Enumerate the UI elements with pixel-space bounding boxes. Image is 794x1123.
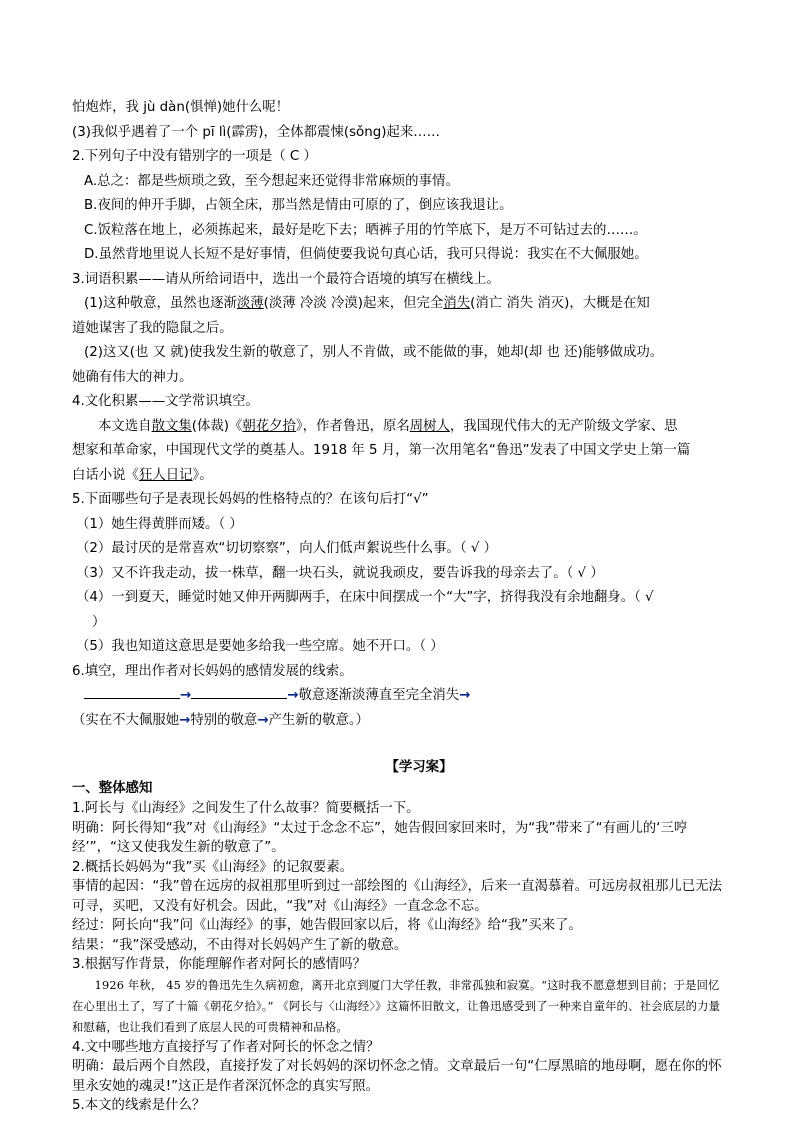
- answer-paragraph: 经过：阿长向“我”问《山海经》的事，她告假回家以后，将《山海经》给“我”买来了。: [72, 918, 582, 933]
- option-c: C.饭粒落在地上，必须拣起来，最好是吃下去；晒裤子用的竹竿底下，是万不可钻过去的……。: [84, 222, 647, 238]
- question-6-answer: [72, 709, 726, 734]
- question-5-item-cont: ）: [92, 614, 106, 630]
- question-3-item-2: (2)这又(也 又 就)使我发生新的敬意了，别人不肯做，或不能做的事，她却(却 也 还)能够做成功。: [84, 345, 664, 360]
- background-paragraph: 1926 年秋， 45 岁的鲁迅先生久病初愈，离开北京到厦门大学任教，非常孤独和寂寞。“这时我不愿意想到目前；于是回忆在心里出土了，写了十篇《朝花夕拾》。” 《阿长与〈山海经〉》这篇怀旧散文，让鲁迅感受到了一种来自童年的、社会底层的力量和慰藉，也让我们看到了底层人民的可贵精神和品格。: [72, 978, 721, 1034]
- text-segment: 敬意逐渐淡薄直至完全消失: [298, 688, 460, 703]
- text-segment: 白话小说《: [72, 467, 139, 483]
- text-line: 她确有伟大的神力。: [72, 369, 193, 385]
- text-line: 怕炮炸，我 jù dàn(惧惮)她什么呢！: [72, 100, 290, 115]
- answer-paragraph: 明确：最后两个自然段，直接抒发了对长妈妈的深切怀念之情。文章最后一句“仁厚黑暗的地母啊，愿在你的怀里永安她的魂灵!”这正是作者深沉怀念的真实写照。: [72, 1059, 722, 1094]
- section-title: 【学习案】: [385, 760, 453, 775]
- option-a: A.总之：都是些烦琐之致，至今想起来还觉得非常麻烦的事情。: [84, 173, 459, 189]
- question-5-item: （3）又不许我走动，拔一株草，翻一块石头，就说我顽皮，要告诉我的母亲去了。（ √ ）: [76, 565, 604, 581]
- text-segment: (消亡 消失 消灭)，大概是在知: [470, 296, 650, 311]
- answer-underlined: 淡薄: [236, 296, 264, 311]
- question-6: 6.填空，理出作者对长妈妈的感情发展的线索。: [72, 663, 353, 679]
- text-segment: (淡薄 冷淡 冷漠)起来，但完全: [263, 296, 444, 311]
- text-segment: (体裁)《: [191, 418, 243, 434]
- text-line: (3)我似乎遇着了一个 pī lì(霹雳)，全体都震悚(sǒng)起来……: [72, 124, 441, 140]
- text-line: 道她谋害了我的隐鼠之后。: [72, 320, 233, 336]
- question-3-item-1: [72, 292, 726, 317]
- answer-paragraph: 结果：“我”深受感动，不由得对长妈妈产生了新的敬意。: [72, 937, 408, 953]
- answer-paragraph: 事情的起因：“我”曾在远房的叔祖那里听到过一部绘图的《山海经》，后来一直渴慕着。可远房叔祖那儿已无法可寻，买吧，又没有好机会。因此，“我”对《山海经》一直念念不忘。: [72, 879, 722, 914]
- arrow-icon: →: [459, 688, 471, 703]
- question-5-item: （2）最讨厌的是常喜欢“切切察察”，向人们低声絮说些什么事。（ √ ）: [76, 541, 498, 556]
- question-5: 5.下面哪些句子是表现长妈妈的性格特点的？在该句后打“√”: [72, 492, 429, 507]
- text-line: 想家和革命家，中国现代文学的奠基人。1918 年 5 月，第一次用笔名“鲁迅”发表了中国文学史上第一篇: [72, 443, 691, 458]
- document-page: [72, 96, 726, 1116]
- prompt: 3.根据写作背景，你能理解作者对阿长的感情吗？: [72, 957, 366, 972]
- text-segment: 》。: [192, 467, 213, 483]
- answer-underlined: 周树人: [409, 418, 450, 434]
- prompt: 1.阿长与《山海经》之间发生了什么故事？简要概括一下。: [72, 801, 420, 816]
- spacer: [72, 733, 726, 757]
- answer-paragraph: 明确：阿长得知“我”对《山海经》“太过于念念不忘”，她告假回家回来时，为“我”带来了“有画儿的‘三哼经’”，“这又使我发生新的敬意了”。: [72, 820, 688, 855]
- question-5-item: （4）一到夏天，睡觉时她又伸开两脚两手，在床中间摆成一个“大”字，挤得我没有余地翻身。（ √: [76, 590, 654, 605]
- answer-blank: [191, 686, 287, 699]
- arrow-icon: →: [287, 688, 299, 703]
- text-segment: 本文选自: [98, 418, 152, 434]
- answer-underlined: 狂人日记: [138, 467, 193, 483]
- text-segment: 特别的敬意: [190, 712, 258, 728]
- question-5-item: （5）我也知道这意思是要她多给我一些空席。她不开口。（ ）: [76, 639, 444, 654]
- answer-blank: [84, 686, 180, 699]
- answer-underlined: 散文集: [151, 418, 192, 434]
- prompt: 4.文中哪些地方直接抒写了作者对阿长的怀念之情？: [72, 1039, 380, 1055]
- arrow-icon: →: [179, 712, 191, 728]
- question-2: 2.下列句子中没有错别字的一项是（ C ）: [72, 149, 317, 164]
- section-heading: 一、整体感知: [72, 781, 153, 796]
- answer-underlined: 朝花夕拾: [242, 418, 296, 434]
- prompt: 2.概括长妈妈为“我”买《山海经》的记叙要素。: [72, 859, 354, 875]
- arrow-icon: →: [257, 712, 269, 728]
- text-segment: 》，作者鲁迅，原名: [295, 418, 410, 434]
- text-segment: (1)这种敬意，虽然也逐渐: [84, 296, 237, 311]
- question-5-item: （1）她生得黄胖而矮。（ ）: [76, 516, 243, 532]
- question-3: 3.词语积累——请从所给词语中，选出一个最符合语境的填写在横线上。: [72, 271, 500, 287]
- option-d: D.虽然背地里说人长短不是好事情，但倘使要我说句真心话，我可只得说：我实在不大佩服她。: [84, 247, 648, 262]
- question-4-line-1: [72, 415, 726, 440]
- option-b: B.夜间的伸开手脚，占领全床，那当然是情由可原的了，倒应该我退让。: [84, 198, 513, 213]
- text-segment: ，我国现代伟大的无产阶级文学家、思: [449, 418, 678, 434]
- arrow-icon: →: [180, 688, 192, 703]
- text-segment: 产生新的敬意。）: [268, 712, 369, 728]
- question-4: 4.文化积累——文学常识填空。: [72, 394, 259, 409]
- answer-underlined: 消失: [443, 296, 471, 311]
- question-6-blanks: [72, 684, 726, 709]
- question-4-line-3: [72, 464, 726, 489]
- prompt: 5.本文的线索是什么？: [72, 1098, 206, 1113]
- text-segment: （实在不大佩服她: [72, 712, 180, 728]
